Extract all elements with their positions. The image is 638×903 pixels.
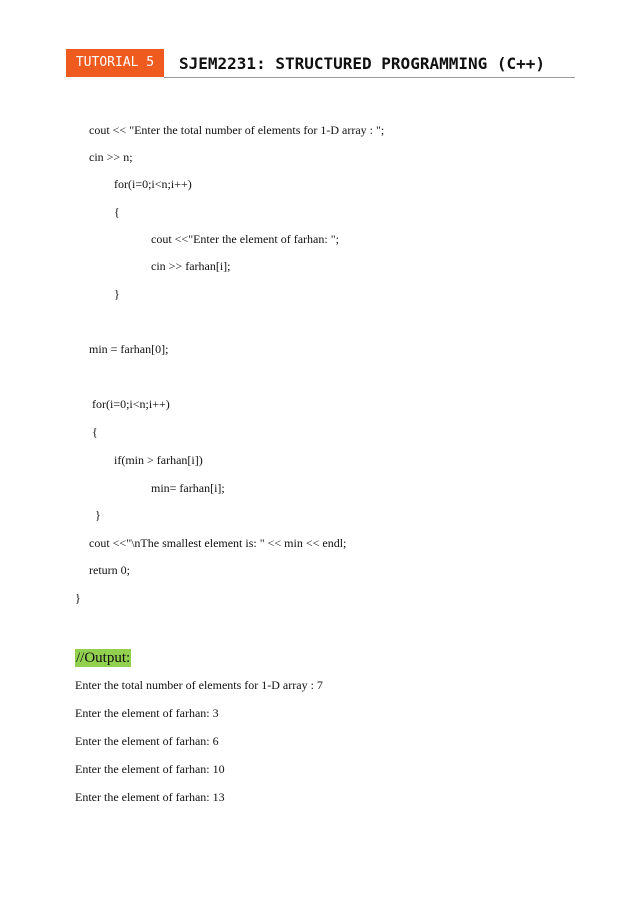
code-line: { (114, 205, 120, 219)
tutorial-badge: TUTORIAL 5 (66, 49, 164, 77)
code-line: for(i=0;i<n;i++) (114, 177, 192, 191)
code-line: return 0; (89, 563, 130, 577)
page-header (66, 49, 575, 79)
output-line: Enter the element of farhan: 3 (75, 706, 219, 720)
code-line: cout <<"Enter the element of farhan: "; (151, 232, 339, 246)
code-line: cin >> farhan[i]; (151, 259, 231, 273)
code-line: } (95, 508, 101, 522)
output-heading: //Output: (76, 650, 131, 666)
code-line: { (92, 425, 98, 439)
code-line: if(min > farhan[i]) (114, 453, 203, 467)
code-line: cin >> n; (89, 150, 133, 164)
code-line: } (114, 287, 120, 301)
course-title: SJEM2231: STRUCTURED PROGRAMMING (C++) (179, 54, 546, 73)
output-line: Enter the total number of elements for 1-D array : 7 (75, 678, 323, 692)
header-rule (164, 77, 575, 78)
code-line: } (75, 591, 81, 605)
output-line: Enter the element of farhan: 10 (75, 762, 225, 776)
output-line: Enter the element of farhan: 13 (75, 790, 225, 804)
output-line: Enter the element of farhan: 6 (75, 734, 219, 748)
code-line: cout << "Enter the total number of elements for 1-D array : "; (89, 123, 385, 137)
code-line: for(i=0;i<n;i++) (92, 397, 170, 411)
code-line: min = farhan[0]; (89, 342, 169, 356)
code-line: cout <<"\nThe smallest element is: " << min << endl; (89, 536, 347, 550)
code-line: min= farhan[i]; (151, 481, 225, 495)
